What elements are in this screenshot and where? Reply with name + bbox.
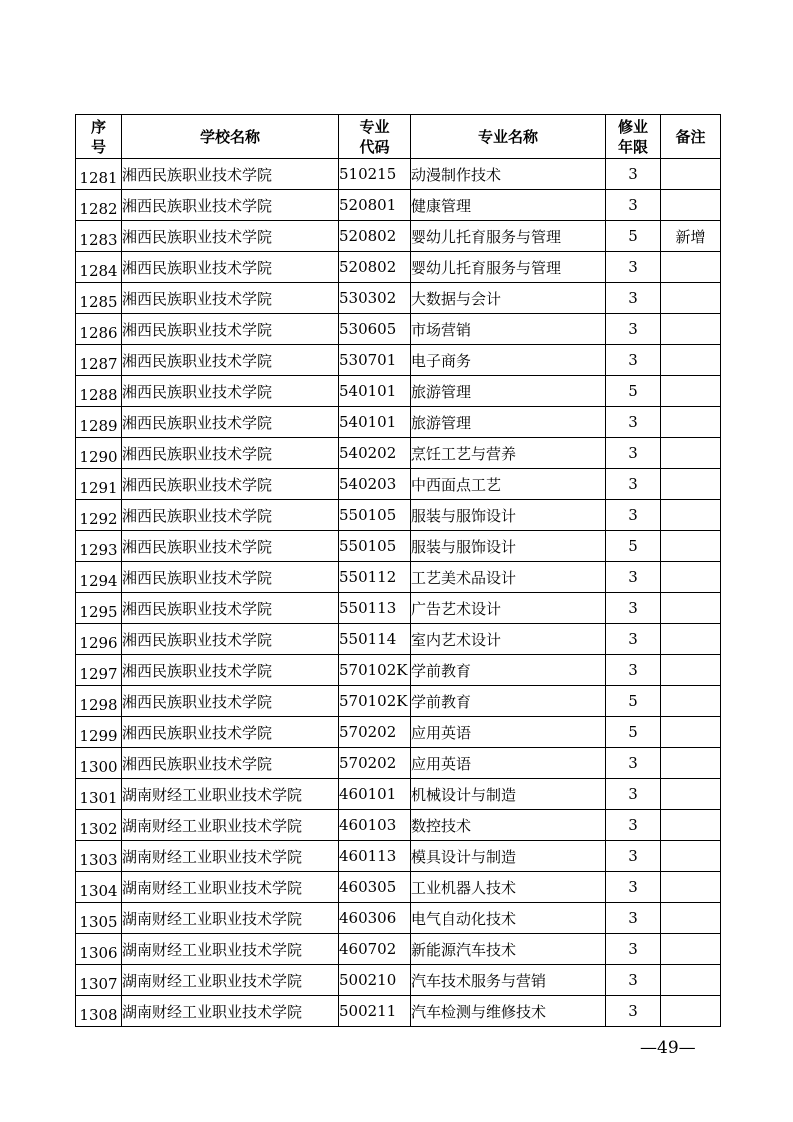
header-note: 备注 [661, 115, 721, 159]
cell-years: 3 [606, 903, 661, 934]
header-years: 修业年限 [606, 115, 661, 159]
table-row [76, 314, 721, 345]
table-row [76, 624, 721, 655]
seq-text: 1292 [79, 510, 118, 528]
seq-text: 1293 [79, 541, 118, 559]
cell-major-code: 520802 [339, 252, 411, 283]
cell-note [661, 593, 721, 624]
major-list-table [75, 114, 721, 1027]
cell-major-name: 电气自动化技术 [411, 903, 606, 934]
cell-school-name: 湘西民族职业技术学院 [122, 283, 339, 314]
table-row [76, 748, 721, 779]
seq-text: 1300 [79, 758, 118, 776]
cell-major-code: 550114 [339, 624, 411, 655]
cell-major-code: 530302 [339, 283, 411, 314]
cell-years: 3 [606, 438, 661, 469]
table-row [76, 593, 721, 624]
cell-note [661, 748, 721, 779]
cell-school-name: 湘西民族职业技术学院 [122, 655, 339, 686]
cell-years: 5 [606, 376, 661, 407]
table-row [76, 810, 721, 841]
table-row [76, 965, 721, 996]
table-row [76, 841, 721, 872]
cell-major-code: 550105 [339, 500, 411, 531]
cell-seq [76, 748, 122, 779]
cell-years: 3 [606, 283, 661, 314]
seq-text: 1290 [79, 448, 118, 466]
cell-major-name: 广告艺术设计 [411, 593, 606, 624]
table-row [76, 686, 721, 717]
cell-major-code: 460702 [339, 934, 411, 965]
cell-major-code: 500210 [339, 965, 411, 996]
table-row [76, 159, 721, 190]
cell-major-code: 570202 [339, 748, 411, 779]
cell-major-name: 学前教育 [411, 655, 606, 686]
table-row [76, 872, 721, 903]
cell-major-code: 510215 [339, 159, 411, 190]
cell-note [661, 407, 721, 438]
cell-major-code: 460101 [339, 779, 411, 810]
cell-school-name: 湘西民族职业技术学院 [122, 748, 339, 779]
cell-note [661, 655, 721, 686]
cell-major-code: 460113 [339, 841, 411, 872]
cell-seq [76, 407, 122, 438]
cell-years: 3 [606, 469, 661, 500]
cell-major-name: 动漫制作技术 [411, 159, 606, 190]
cell-school-name: 湘西民族职业技术学院 [122, 252, 339, 283]
cell-note [661, 779, 721, 810]
cell-note [661, 686, 721, 717]
cell-note [661, 376, 721, 407]
seq-text: 1296 [79, 634, 118, 652]
cell-years: 3 [606, 872, 661, 903]
seq-text: 1281 [79, 169, 118, 187]
cell-seq [76, 159, 122, 190]
cell-years: 3 [606, 593, 661, 624]
cell-seq [76, 438, 122, 469]
cell-years: 3 [606, 934, 661, 965]
cell-years: 3 [606, 345, 661, 376]
cell-seq [76, 190, 122, 221]
seq-text: 1305 [79, 913, 118, 931]
cell-note [661, 717, 721, 748]
cell-major-name: 大数据与会计 [411, 283, 606, 314]
table-row [76, 438, 721, 469]
cell-school-name: 湘西民族职业技术学院 [122, 407, 339, 438]
table-row [76, 934, 721, 965]
page-number: —49— [640, 1038, 696, 1058]
cell-note [661, 841, 721, 872]
cell-years: 3 [606, 624, 661, 655]
cell-major-name: 工艺美术品设计 [411, 562, 606, 593]
seq-text: 1298 [79, 696, 118, 714]
cell-school-name: 湖南财经工业职业技术学院 [122, 934, 339, 965]
cell-school-name: 湘西民族职业技术学院 [122, 314, 339, 345]
cell-years: 5 [606, 221, 661, 252]
cell-seq [76, 717, 122, 748]
seq-text: 1286 [79, 324, 118, 342]
cell-school-name: 湖南财经工业职业技术学院 [122, 965, 339, 996]
table-row [76, 252, 721, 283]
cell-school-name: 湘西民族职业技术学院 [122, 438, 339, 469]
cell-note [661, 965, 721, 996]
cell-school-name: 湖南财经工业职业技术学院 [122, 903, 339, 934]
seq-text: 1297 [79, 665, 118, 683]
cell-major-name: 工业机器人技术 [411, 872, 606, 903]
cell-major-code: 460103 [339, 810, 411, 841]
cell-note [661, 159, 721, 190]
cell-major-code: 460306 [339, 903, 411, 934]
cell-major-name: 旅游管理 [411, 407, 606, 438]
cell-major-code: 550105 [339, 531, 411, 562]
cell-major-code: 500211 [339, 996, 411, 1027]
table-row [76, 221, 721, 252]
cell-years: 5 [606, 531, 661, 562]
seq-text: 1307 [79, 975, 118, 993]
seq-text: 1291 [79, 479, 118, 497]
cell-major-name: 健康管理 [411, 190, 606, 221]
table-row [76, 996, 721, 1027]
seq-text: 1287 [79, 355, 118, 373]
cell-note [661, 438, 721, 469]
cell-years: 3 [606, 159, 661, 190]
cell-seq [76, 314, 122, 345]
cell-major-code: 460305 [339, 872, 411, 903]
cell-seq [76, 221, 122, 252]
cell-years: 3 [606, 562, 661, 593]
cell-major-name: 机械设计与制造 [411, 779, 606, 810]
cell-seq [76, 531, 122, 562]
cell-major-name: 数控技术 [411, 810, 606, 841]
seq-text: 1289 [79, 417, 118, 435]
table-row [76, 500, 721, 531]
seq-text: 1283 [79, 231, 118, 249]
cell-years: 3 [606, 190, 661, 221]
cell-note [661, 934, 721, 965]
cell-major-name: 应用英语 [411, 717, 606, 748]
cell-years: 3 [606, 655, 661, 686]
cell-school-name: 湘西民族职业技术学院 [122, 376, 339, 407]
cell-seq [76, 872, 122, 903]
cell-seq [76, 903, 122, 934]
header-seq: 序号 [76, 115, 122, 159]
cell-note [661, 903, 721, 934]
cell-years: 3 [606, 996, 661, 1027]
cell-major-code: 520801 [339, 190, 411, 221]
header-school: 学校名称 [122, 115, 339, 159]
cell-school-name: 湖南财经工业职业技术学院 [122, 779, 339, 810]
cell-note: 新增 [661, 221, 721, 252]
cell-seq [76, 345, 122, 376]
cell-note [661, 345, 721, 376]
cell-seq [76, 283, 122, 314]
cell-years: 3 [606, 841, 661, 872]
cell-seq [76, 655, 122, 686]
cell-major-name: 新能源汽车技术 [411, 934, 606, 965]
cell-note [661, 252, 721, 283]
cell-major-name: 旅游管理 [411, 376, 606, 407]
cell-years: 3 [606, 965, 661, 996]
cell-major-name: 中西面点工艺 [411, 469, 606, 500]
cell-major-code: 530701 [339, 345, 411, 376]
cell-years: 3 [606, 314, 661, 345]
cell-note [661, 190, 721, 221]
table-row [76, 407, 721, 438]
cell-years: 3 [606, 252, 661, 283]
cell-note [661, 283, 721, 314]
cell-note [661, 500, 721, 531]
table-row [76, 469, 721, 500]
seq-text: 1288 [79, 386, 118, 404]
table-header-row [76, 115, 721, 159]
cell-years: 3 [606, 500, 661, 531]
cell-note [661, 810, 721, 841]
seq-text: 1306 [79, 944, 118, 962]
cell-years: 3 [606, 810, 661, 841]
cell-major-code: 520802 [339, 221, 411, 252]
cell-school-name: 湘西民族职业技术学院 [122, 624, 339, 655]
cell-school-name: 湘西民族职业技术学院 [122, 562, 339, 593]
cell-seq [76, 686, 122, 717]
cell-major-code: 570202 [339, 717, 411, 748]
cell-seq [76, 562, 122, 593]
cell-note [661, 872, 721, 903]
cell-major-name: 汽车技术服务与营销 [411, 965, 606, 996]
cell-major-name: 烹饪工艺与营养 [411, 438, 606, 469]
table-row [76, 779, 721, 810]
cell-school-name: 湘西民族职业技术学院 [122, 717, 339, 748]
cell-major-code: 530605 [339, 314, 411, 345]
table-row [76, 283, 721, 314]
cell-seq [76, 779, 122, 810]
cell-seq [76, 841, 122, 872]
cell-major-name: 婴幼儿托育服务与管理 [411, 221, 606, 252]
cell-major-name: 服装与服饰设计 [411, 500, 606, 531]
cell-major-name: 应用英语 [411, 748, 606, 779]
cell-seq [76, 965, 122, 996]
table-row [76, 376, 721, 407]
cell-years: 3 [606, 779, 661, 810]
seq-text: 1294 [79, 572, 118, 590]
table-row [76, 717, 721, 748]
cell-note [661, 996, 721, 1027]
cell-note [661, 624, 721, 655]
table-row [76, 190, 721, 221]
cell-major-name: 电子商务 [411, 345, 606, 376]
cell-school-name: 湘西民族职业技术学院 [122, 221, 339, 252]
seq-text: 1282 [79, 200, 118, 218]
cell-seq [76, 469, 122, 500]
cell-major-code: 550112 [339, 562, 411, 593]
seq-text: 1284 [79, 262, 118, 280]
cell-major-code: 550113 [339, 593, 411, 624]
cell-school-name: 湖南财经工业职业技术学院 [122, 841, 339, 872]
cell-seq [76, 810, 122, 841]
cell-school-name: 湖南财经工业职业技术学院 [122, 810, 339, 841]
seq-text: 1303 [79, 851, 118, 869]
seq-text: 1295 [79, 603, 118, 621]
cell-note [661, 562, 721, 593]
cell-seq [76, 593, 122, 624]
cell-school-name: 湘西民族职业技术学院 [122, 345, 339, 376]
cell-school-name: 湘西民族职业技术学院 [122, 500, 339, 531]
header-code: 专业代码 [339, 115, 411, 159]
cell-seq [76, 252, 122, 283]
table-row [76, 562, 721, 593]
table-row [76, 655, 721, 686]
cell-major-name: 服装与服饰设计 [411, 531, 606, 562]
cell-school-name: 湖南财经工业职业技术学院 [122, 872, 339, 903]
cell-major-name: 模具设计与制造 [411, 841, 606, 872]
seq-text: 1302 [79, 820, 118, 838]
table-row [76, 531, 721, 562]
cell-major-name: 婴幼儿托育服务与管理 [411, 252, 606, 283]
table-row [76, 903, 721, 934]
cell-school-name: 湖南财经工业职业技术学院 [122, 996, 339, 1027]
cell-major-code: 540202 [339, 438, 411, 469]
seq-text: 1299 [79, 727, 118, 745]
cell-years: 5 [606, 717, 661, 748]
cell-seq [76, 624, 122, 655]
cell-major-code: 570102K [339, 686, 411, 717]
cell-years: 3 [606, 748, 661, 779]
cell-seq [76, 996, 122, 1027]
cell-school-name: 湘西民族职业技术学院 [122, 469, 339, 500]
cell-school-name: 湘西民族职业技术学院 [122, 531, 339, 562]
cell-years: 3 [606, 407, 661, 438]
cell-years: 5 [606, 686, 661, 717]
seq-text: 1301 [79, 789, 118, 807]
cell-school-name: 湘西民族职业技术学院 [122, 686, 339, 717]
table-row [76, 345, 721, 376]
cell-major-name: 室内艺术设计 [411, 624, 606, 655]
cell-note [661, 314, 721, 345]
cell-seq [76, 376, 122, 407]
cell-major-name: 市场营销 [411, 314, 606, 345]
cell-major-code: 540101 [339, 376, 411, 407]
header-major: 专业名称 [411, 115, 606, 159]
cell-major-name: 学前教育 [411, 686, 606, 717]
cell-note [661, 469, 721, 500]
cell-major-name: 汽车检测与维修技术 [411, 996, 606, 1027]
seq-text: 1308 [79, 1006, 118, 1024]
cell-seq [76, 500, 122, 531]
seq-text: 1285 [79, 293, 118, 311]
cell-note [661, 531, 721, 562]
cell-major-code: 540203 [339, 469, 411, 500]
cell-major-code: 540101 [339, 407, 411, 438]
cell-school-name: 湘西民族职业技术学院 [122, 593, 339, 624]
seq-text: 1304 [79, 882, 118, 900]
cell-seq [76, 934, 122, 965]
cell-major-code: 570102K [339, 655, 411, 686]
cell-school-name: 湘西民族职业技术学院 [122, 159, 339, 190]
cell-school-name: 湘西民族职业技术学院 [122, 190, 339, 221]
